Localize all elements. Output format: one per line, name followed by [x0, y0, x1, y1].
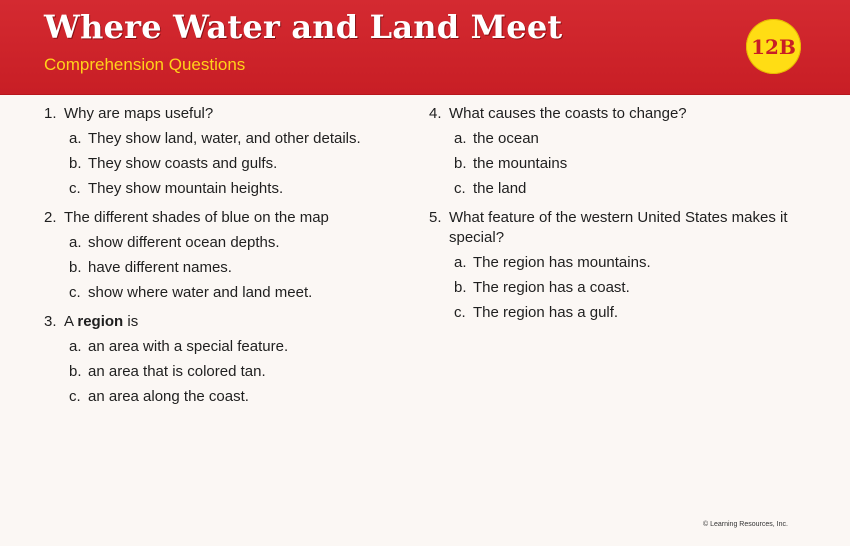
question-number: 2.: [44, 209, 57, 226]
option-text: show different ocean depths.: [88, 234, 280, 251]
header-banner: [0, 0, 850, 95]
option-letter: b.: [454, 155, 467, 172]
question-number: 3.: [44, 313, 57, 330]
question-stem: The different shades of blue on the map: [64, 209, 329, 226]
option-letter: a.: [69, 234, 82, 251]
option-text: The region has a gulf.: [473, 304, 619, 321]
answer-option: [69, 154, 404, 174]
stem-suffix: is: [123, 313, 139, 330]
question-number: 4.: [429, 105, 442, 122]
answer-option: [454, 278, 809, 298]
answer-option: [454, 253, 809, 273]
option-text: show where water and land meet.: [88, 284, 313, 301]
question-4: [429, 104, 809, 199]
option-text: the mountains: [473, 155, 568, 172]
question-2: [44, 208, 404, 303]
option-letter: c.: [454, 304, 466, 321]
copyright-notice: © Learning Resources, Inc.: [703, 521, 788, 528]
answer-option: [69, 337, 404, 357]
answer-option: [69, 283, 404, 303]
question-3: [44, 312, 404, 407]
option-text: the land: [473, 180, 527, 197]
option-letter: c.: [454, 180, 466, 197]
question-stem: Why are maps useful?: [64, 105, 214, 122]
page-title: Where Water and Land Meet: [44, 8, 563, 46]
option-text: The region has mountains.: [473, 254, 651, 271]
answer-option: [454, 129, 809, 149]
option-letter: b.: [454, 279, 467, 296]
answer-option: [69, 179, 404, 199]
option-letter: c.: [69, 180, 81, 197]
option-letter: b.: [69, 363, 82, 380]
question-stem: What feature of the western United States makes it special?: [449, 209, 788, 246]
answer-option: [69, 362, 404, 382]
question-number: 5.: [429, 209, 442, 226]
card-number-badge: 12B: [746, 19, 801, 74]
option-letter: c.: [69, 284, 81, 301]
question-1: [44, 104, 404, 199]
option-text: an area that is colored tan.: [88, 363, 266, 380]
option-letter: a.: [454, 254, 467, 271]
answer-option: [454, 154, 809, 174]
option-text: an area with a special feature.: [88, 338, 289, 355]
page-subtitle: Comprehension Questions: [44, 55, 246, 74]
stem-prefix: A: [64, 313, 78, 330]
option-letter: b.: [69, 259, 82, 276]
option-text: an area along the coast.: [88, 388, 249, 405]
answer-option: [69, 258, 404, 278]
question-5: [429, 208, 809, 323]
question-stem: What causes the coasts to change?: [449, 105, 687, 122]
questions-left-column: [44, 104, 404, 416]
answer-option: [69, 129, 404, 149]
question-stem: [64, 312, 404, 332]
option-letter: a.: [69, 130, 82, 147]
stem-bold-term: region: [77, 313, 124, 330]
option-letter: a.: [454, 130, 467, 147]
answer-option: [454, 179, 809, 199]
questions-right-column: [429, 104, 809, 332]
answer-option: [69, 387, 404, 407]
option-letter: b.: [69, 155, 82, 172]
option-text: They show coasts and gulfs.: [88, 155, 278, 172]
option-letter: c.: [69, 388, 81, 405]
option-text: the ocean: [473, 130, 539, 147]
option-text: They show land, water, and other details.: [88, 130, 361, 147]
option-letter: a.: [69, 338, 82, 355]
answer-option: [454, 303, 809, 323]
option-text: have different names.: [88, 259, 232, 276]
question-number: 1.: [44, 105, 57, 122]
option-text: The region has a coast.: [473, 279, 630, 296]
answer-option: [69, 233, 404, 253]
option-text: They show mountain heights.: [88, 180, 284, 197]
